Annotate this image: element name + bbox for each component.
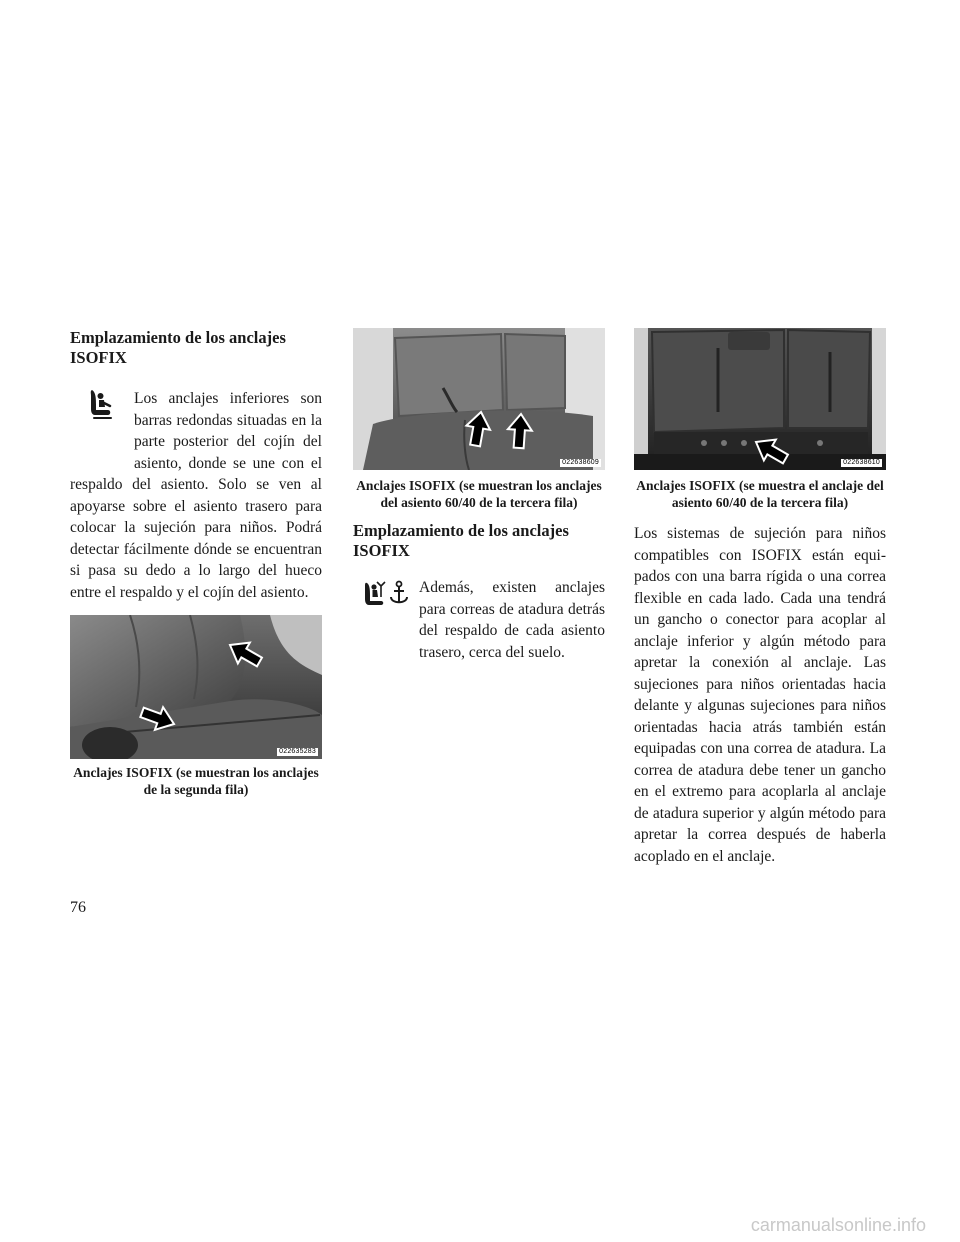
section-body xyxy=(353,577,605,663)
column-left xyxy=(70,328,322,798)
child-seat-icon xyxy=(70,388,134,460)
photo-code: 022638610 xyxy=(843,459,880,466)
watermark: carmanualsonline.info xyxy=(750,1215,926,1235)
figure-caption: Anclajes ISOFIX (se muestra el anclaje del asiento 60/40 de la tercera fila) xyxy=(636,478,884,510)
seat-photo-third-row-tether xyxy=(634,328,886,470)
seat-photo-second-row xyxy=(70,615,322,759)
section-body xyxy=(70,388,322,603)
section-paragraph: Los anclajes inferiores son barras redondas situadas en la parte posterior del cojín del asiento, donde se une con el respaldo del asiento. Solo se ven al apoyarse sobre el asiento trasero para colocar la sujeción para niños. Podrá detectar fácilmente dónde se encuentran si pasa su dedo a lo largo del hueco entre el respaldo y el cojín del asiento. xyxy=(70,390,322,601)
section-paragraph: Además, existen anclajes para correas de atadura detrás del respaldo de cada asiento trasero, cerca del suelo. xyxy=(419,579,605,661)
column-right xyxy=(634,328,886,867)
column-middle xyxy=(353,328,605,665)
section-heading: Emplazamiento de los anclajes ISOFIX xyxy=(70,328,286,367)
figure-caption: Anclajes ISOFIX (se muestran los anclajes del asiento 60/40 de la tercera fila) xyxy=(356,478,602,510)
seat-photo-third-row-lower xyxy=(353,328,605,470)
section-heading: Emplazamiento de los anclajes ISOFIX xyxy=(353,521,569,560)
figure-caption: Anclajes ISOFIX (se muestran los anclajes de la segunda fila) xyxy=(73,765,319,797)
photo-code: 022638609 xyxy=(562,459,599,466)
tether-anchor-icon xyxy=(353,577,419,665)
photo-code: 022635283 xyxy=(279,748,316,755)
page-number: 76 xyxy=(70,899,86,916)
section-paragraph: Los sistemas de sujeción para niños compatibles con ISOFIX están equipados con una barra rígida o una correa flexible en cada lado. Cada una tendrá un gancho o conector para acoplar al anclaje inferior y algún método para apretar la conexión al anclaje. Las sujeciones para niños orientadas hacia delante y algunas sujeciones para niños orientadas hacia atrás también están equipadas con una correa de atadura. La correa de atadura debe tener un gancho en el extremo para acoplarla al anclaje de atadura superior y algún método para apretar la correa después de haberla acoplado en el anclaje. xyxy=(634,525,886,865)
